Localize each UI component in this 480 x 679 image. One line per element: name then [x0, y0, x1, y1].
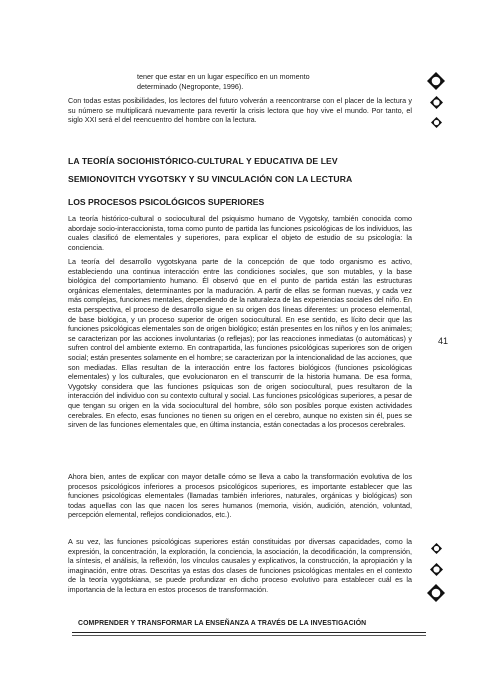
footer-rule — [72, 632, 426, 633]
running-footer: COMPRENDER Y TRANSFORMAR LA ENSEÑANZA A TRAVÉS DE LA INVESTIGACIÓN — [78, 620, 367, 627]
diamond-ring-icon — [431, 117, 442, 128]
paragraph-3: Ahora bien, antes de explicar con mayor detalle cómo se lleva a cabo la transformación evolutiva de los procesos psicológicos inferiores a procesos psicológicos superiores, es importante establecer que las funciones psicológicas elementales (llamadas también inferiores, naturales, orgánicas y biológicas) son todas aquellas con las que nacen los seres humanos (memoria, visión, audición, atención, voluntad, percepción elemental, reflejos condicionados, etc.). — [68, 472, 412, 520]
section-heading-line-1: LA TEORÍA SOCIOHISTÓRICO-CULTURAL Y EDUCATIVA DE LEV — [68, 156, 338, 166]
body-text-4 — [68, 537, 412, 595]
paragraph-1: La teoría histórico-cultural o sociocultural del psiquismo humano de Vygotsky, también conocida como abordaje socio-interaccionista, toma como punto de partida las funciones psicológicas de los individuos, las cuales clasificó de elementales y superiores, para explicar el objeto de estudio de su psicología: la conciencia. — [68, 214, 412, 252]
body-text — [68, 214, 412, 252]
section-heading — [68, 152, 428, 188]
diamond-ring-icon — [430, 563, 443, 576]
diamond-ring-icon — [427, 584, 445, 602]
diamond-ring-icon — [430, 96, 443, 109]
diamond-ring-icon — [431, 543, 442, 554]
intro-paragraph: Con todas estas posibilidades, los lectores del futuro volverán a reencontrarse con el placer de la lectura y su número se multiplicará nuevamente para revertir la crisis lectora que hoy vive el mundo. Por tanto, el siglo XXI será el del reencuentro del hombre con la lectura. — [68, 96, 412, 125]
footer-rule-thin — [72, 635, 426, 636]
body-text-2 — [68, 257, 412, 430]
page-number: 41 — [438, 336, 449, 346]
subsection-heading: LOS PROCESOS PSICOLÓGICOS SUPERIORES — [68, 197, 265, 207]
section-heading-line-2: SEMIONOVITCH VYGOTSKY Y SU VINCULACIÓN CON LA LECTURA — [68, 174, 353, 184]
body-text-3 — [68, 472, 412, 520]
intro-paragraph-block — [68, 96, 412, 125]
diamond-ring-icon — [427, 72, 445, 90]
paragraph-4: A su vez, las funciones psicológicas superiores están constituidas por diversas capacidades, como la expresión, la concentración, la exploración, la conciencia, la asociación, la decodificación, la comprensión, la síntesis, el análisis, la reflexión, los vínculos causales y explicativos, la construcción, la apropiación y la imaginación, entre otras. Descritas ya estas dos clases de funciones psicológicas mentales en el contexto de la teoría vygotskiana, se puede profundizar en dicho proceso evolutivo para establecer cuál es la importancia de la lectura en estos procesos de transformación. — [68, 537, 412, 594]
block-quote: tener que estar en un lugar específico en un momento determinado (Negroponte, 1996). — [137, 72, 310, 91]
paragraph-2: La teoría del desarrollo vygotskyana parte de la concepción de que todo organismo es activo, estableciendo una continua interacción entre las condiciones sociales, que son mutables, y la base biológica del comportamiento humano. Él observó que en el punto de partida están las estructuras orgánicas elementales, determinantes por la maduración. A partir de ellas se forman nuevas, y cada vez más complejas, funciones mentales, dependiendo de la naturaleza de las experiencias sociales del niño. En esta perspectiva, el proceso de desarrollo sigue en su origen dos líneas diferentes: un proceso elemental, de base biológica, y un proceso superior de origen sociocultural. En ese sentido, es lícito decir que las funciones psicológicas elementales son de origen biológico; están presentes en los niños y en los animales; se caracterizan por las acciones involuntarias (o reflejas); por las reacciones inmediatas (o automáticas) y sufren control del ambiente externo. En contrapartida, las funciones psicológicas superiores son de origen social; están presentes solamente en el hombre; se caracterizan por la intencionalidad de las acciones, que son mediadas. Ellas resultan de la interacción entre los factores biológicos (funciones psicológicas elementales) y los culturales, que evolucionaron en el transcurrir de la historia humana. De esa forma, Vygotsky considera que las funciones psíquicas son de origen sociocultural, pues resultaron de la interacción del individuo con su contexto cultural y social. Las funciones psicológicas superiores, a pesar de que tengan su origen en la vida sociocultural del hombre, sólo son posibles porque existen actividades cerebrales. En efecto, esas funciones no tienen su origen en el cerebro, aunque no existen sin él, pues se sirven de las funciones elementales que, en última instancia, están conectadas a los procesos cerebrales. — [68, 257, 413, 430]
